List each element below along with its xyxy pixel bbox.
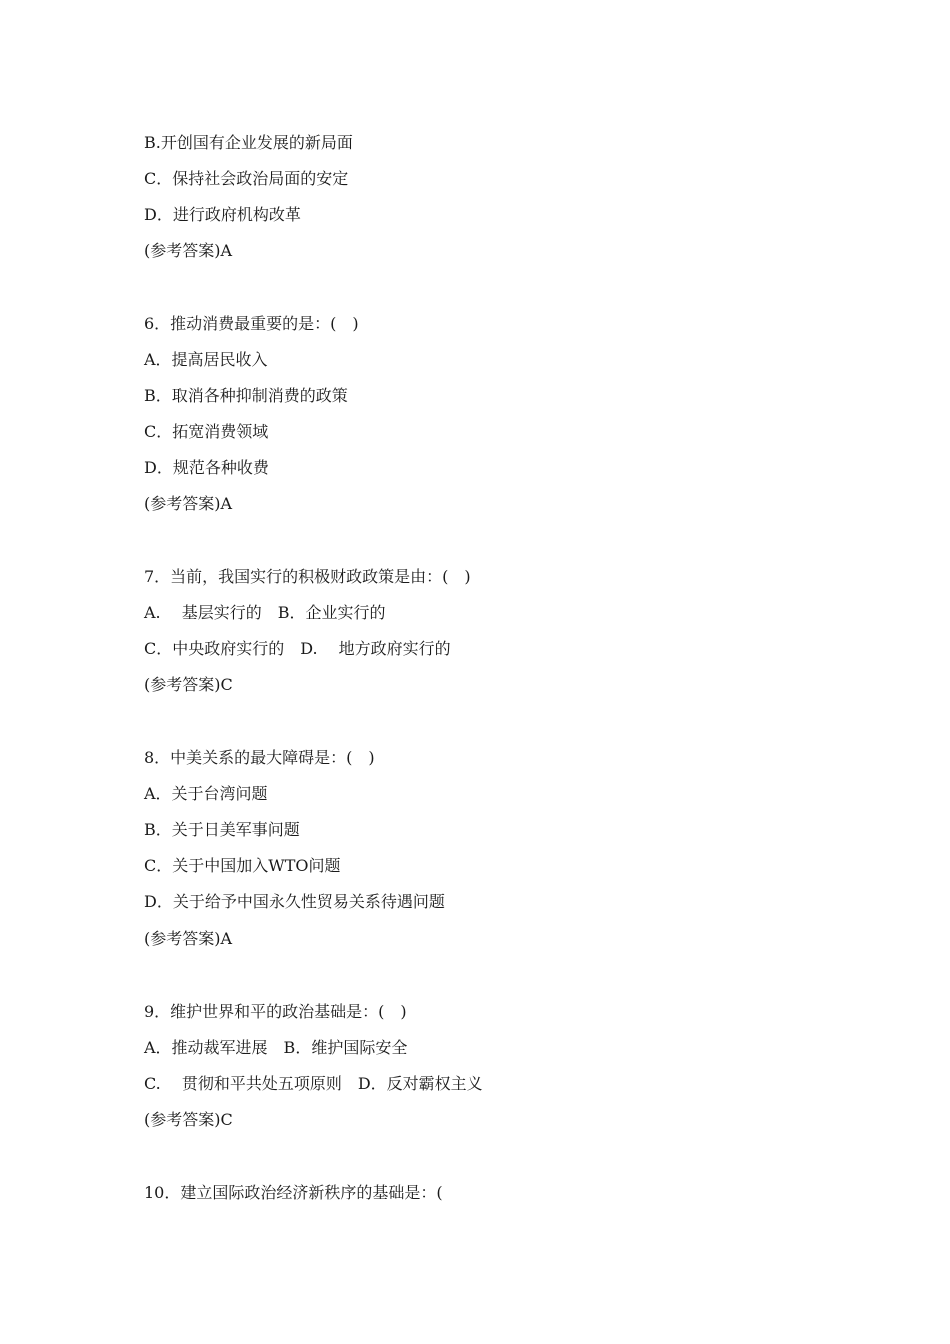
q8-option-a: A．关于台湾问题: [144, 784, 268, 803]
q5-answer: (参考答案)A: [144, 241, 233, 260]
q9-question: 9．维护世界和平的政治基础是：( ): [144, 1002, 407, 1021]
q6-answer: (参考答案)A: [144, 494, 233, 513]
q8-option-c: C．关于中国加入WTO问题: [144, 856, 341, 875]
q9-answer: (参考答案)C: [144, 1110, 233, 1129]
q10-question: 10．建立国际政治经济新秩序的基础是：(: [144, 1183, 443, 1202]
q9-options-ab: A．推动裁军进展 B．维护国际安全: [144, 1038, 408, 1057]
q7-answer: (参考答案)C: [144, 675, 233, 694]
q6-option-c: C．拓宽消费领域: [144, 422, 269, 441]
q8-option-b: B．关于日美军事问题: [144, 820, 300, 839]
q7-options-cd: C．中央政府实行的 D. 地方政府实行的: [144, 639, 451, 658]
q8-answer: (参考答案)A: [144, 929, 233, 948]
q7-question: 7．当前，我国实行的积极财政政策是由：( ): [144, 567, 471, 586]
q5-option-c: C．保持社会政治局面的安定: [144, 169, 349, 188]
q5-option-d: D．进行政府机构改革: [144, 205, 301, 224]
q6-question: 6．推动消费最重要的是：( ): [144, 314, 359, 333]
q6-option-a: A．提高居民收入: [144, 350, 268, 369]
q8-option-d: D．关于给予中国永久性贸易关系待遇问题: [144, 892, 445, 911]
q6-option-b: B．取消各种抑制消费的政策: [144, 386, 348, 405]
q8-question: 8．中美关系的最大障碍是：( ): [144, 748, 375, 767]
q7-options-ab: A. 基层实行的 B．企业实行的: [144, 603, 386, 622]
q5-option-b: B.开创国有企业发展的新局面: [144, 133, 353, 152]
q6-option-d: D．规范各种收费: [144, 458, 269, 477]
q9-options-cd: C. 贯彻和平共处五项原则 D．反对霸权主义: [144, 1074, 483, 1093]
